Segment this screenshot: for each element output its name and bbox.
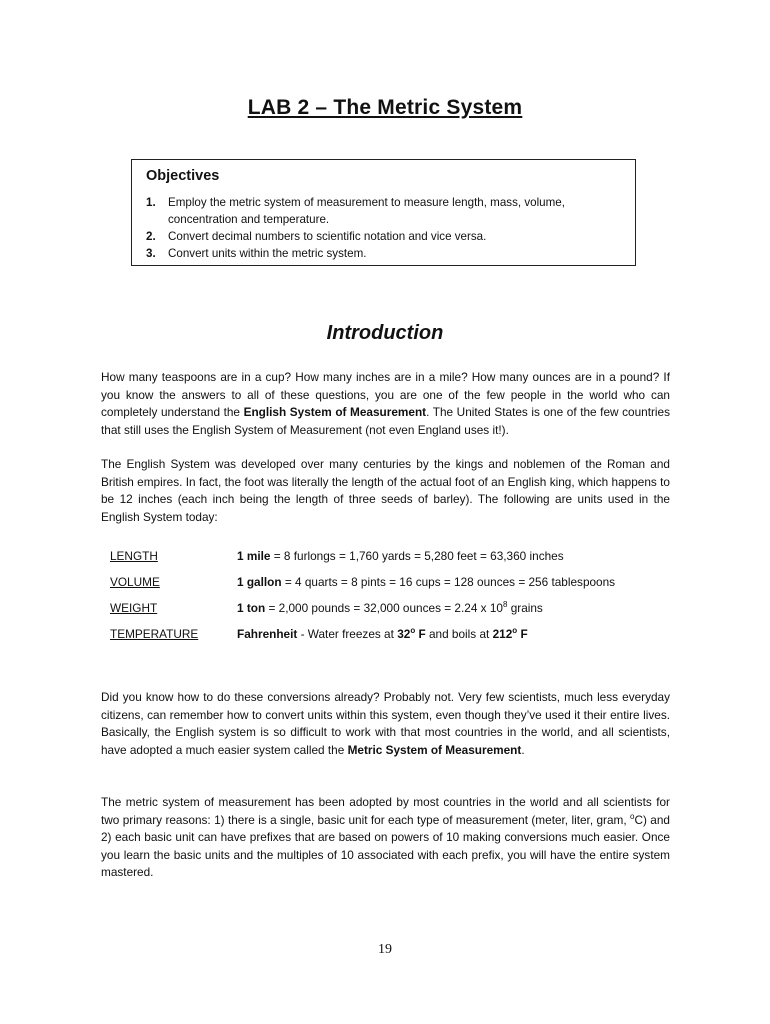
paragraph-text: . xyxy=(521,742,525,757)
paragraph-text: The metric system of measurement has been adopted by most countries in the world and all scientists for two primary reasons: 1) there is a single, basic unit for each type of measurement (meter, liter, gram, xyxy=(101,795,670,827)
objective-number: 1. xyxy=(146,196,156,209)
english-units-table xyxy=(110,549,670,653)
unit-bold: 1 gallon xyxy=(237,575,282,589)
objective-number: 2. xyxy=(146,230,156,243)
page-title: LAB 2 – The Metric System xyxy=(247,96,523,119)
unit-rest: and boils at xyxy=(425,627,493,641)
unit-rest: grains xyxy=(507,601,543,615)
unit-row-volume xyxy=(110,575,670,601)
unit-f: F xyxy=(517,627,528,641)
intro-paragraph-1 xyxy=(101,369,670,439)
objectives-heading: Objectives xyxy=(146,168,220,184)
unit-bold: 1 mile xyxy=(237,549,271,563)
unit-f: F xyxy=(415,627,426,641)
page-number: 19 xyxy=(378,942,392,957)
bold-term: Metric System of Measurement xyxy=(347,742,522,757)
bold-term: English System of Measurement xyxy=(243,405,427,419)
introduction-heading: Introduction xyxy=(326,322,444,344)
unit-bold: 1 ton xyxy=(237,601,266,615)
exponent: 8 xyxy=(502,600,508,610)
paragraph-text: How many teaspoons are in a cup? How many inches are in a mile? How many ounces are in a pound? If you know the answers to all of these questions, you are one of the few people in the world who can completely understand the xyxy=(101,370,670,419)
paragraph-3 xyxy=(101,689,670,759)
unit-definition xyxy=(237,549,670,563)
unit-row-weight xyxy=(110,601,670,627)
degree-symbol: o xyxy=(410,626,416,636)
paragraph-4 xyxy=(101,794,670,882)
boiling-point xyxy=(493,627,528,641)
unit-row-length xyxy=(110,549,670,575)
unit-definition xyxy=(237,601,670,615)
unit-label: LENGTH xyxy=(110,549,158,563)
objective-item xyxy=(146,245,623,262)
unit-label: TEMPERATURE xyxy=(110,627,199,641)
objective-item xyxy=(146,228,623,245)
unit-rest: - Water freezes at xyxy=(297,627,398,641)
objectives-list xyxy=(146,194,623,262)
unit-definition xyxy=(237,627,670,641)
objective-text: Convert units within the metric system. xyxy=(168,247,367,260)
objectives-box xyxy=(131,159,636,266)
freeze-value: 32 xyxy=(397,627,411,641)
unit-definition xyxy=(237,575,670,589)
unit-label: VOLUME xyxy=(110,575,160,589)
objective-number: 3. xyxy=(146,247,156,260)
degree-symbol: o xyxy=(512,626,518,636)
objective-text: Employ the metric system of measurement to measure length, mass, volume, concentration and temperature. xyxy=(168,196,565,226)
objective-item xyxy=(146,194,623,228)
degree-symbol: o xyxy=(630,811,635,821)
unit-rest: = 8 furlongs = 1,760 yards = 5,280 feet = 63,360 inches xyxy=(270,549,564,563)
freezing-point xyxy=(397,627,426,641)
unit-bold: Fahrenheit xyxy=(237,627,298,641)
unit-rest: = 2,000 pounds = 32,000 ounces = 2.24 x 10 xyxy=(265,601,503,615)
unit-row-temperature xyxy=(110,627,670,653)
paragraph-text: Did you know how to do these conversions already? Probably not. Very few scientists, much less everyday citizens, can remember how to convert units within this system, even though they’ve used it their entire lives. Basically, the English system is so difficult to work with that most countries in the world, and all scientists, have adopted a much easier system called the xyxy=(101,690,670,757)
paragraph-text: C) and 2) each basic unit can have prefixes that are based on powers of 10 making conversions much easier. Once you learn the basic units and the multiples of 10 associated with each prefix, you will have the entire system mastered. xyxy=(101,812,670,879)
paragraph-text: . The United States is one of the few countries that still uses the English System of Measurement (not even England uses it!). xyxy=(101,405,670,437)
boil-value: 212 xyxy=(492,627,513,641)
objective-text: Convert decimal numbers to scientific notation and vice versa. xyxy=(168,230,487,243)
unit-label: WEIGHT xyxy=(110,601,158,615)
intro-paragraph-2: The English System was developed over many centuries by the kings and noblemen of the Roman and British empires. In fact, the foot was literally the length of the actual foot of an English king, which happens to be 12 inches (each inch being the length of three seeds of barley). The following are units used in the English System today: xyxy=(101,457,670,524)
unit-rest: = 4 quarts = 8 pints = 16 cups = 128 ounces = 256 tablespoons xyxy=(281,575,616,589)
